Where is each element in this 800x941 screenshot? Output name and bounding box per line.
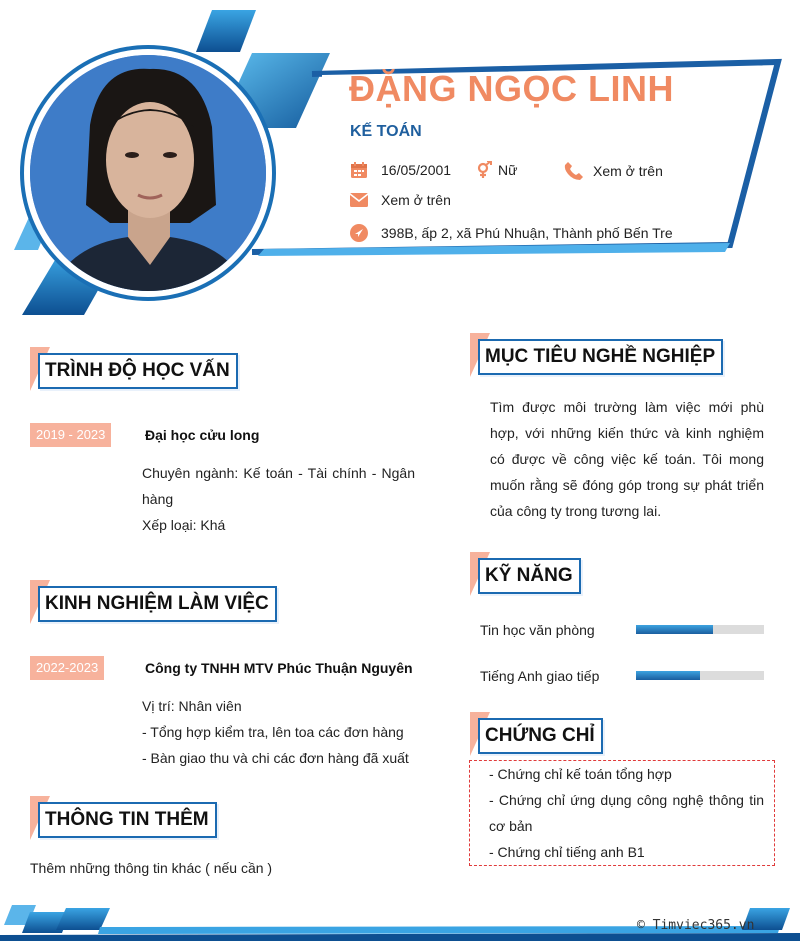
- skill-bar-fill: [636, 625, 713, 634]
- section-title: TRÌNH ĐỘ HỌC VẤN: [38, 353, 238, 389]
- candidate-position: KẾ TOÁN: [350, 123, 422, 140]
- mail-icon: [350, 191, 368, 209]
- skill-bar: [636, 671, 764, 680]
- birthday-row: [350, 161, 451, 179]
- gender-value: Nữ: [498, 162, 518, 178]
- objective-text: Tìm được môi trường làm việc mới phù hợp, với những kiến thức và kinh nghiệm có được về công việc kế toán. Tôi mong muốn rằng sẽ đóng góp trong sự phát triển của công ty trong tương lai.: [490, 399, 764, 519]
- phone-value: Xem ở trên: [593, 163, 663, 179]
- experience-role: Vị trí: Nhân viên: [142, 698, 242, 714]
- education-period: 2019 - 2023: [30, 423, 111, 447]
- section-skills-heading: [470, 552, 590, 598]
- portrait-image: [30, 55, 266, 291]
- experience-task: - Bàn giao thu và chi các đơn hàng đã xuất: [142, 750, 409, 766]
- section-extra-heading: [30, 796, 230, 842]
- address-value: 398B, ấp 2, xã Phú Nhuận, Thành phố Bến Tre: [381, 225, 673, 241]
- gender-row: [476, 161, 517, 179]
- phone-icon: [564, 161, 584, 181]
- education-grade: Xếp loại: Khá: [142, 517, 226, 533]
- calendar-icon: [350, 161, 368, 179]
- section-title: CHỨNG CHỈ: [478, 718, 603, 754]
- section-education-heading: [30, 347, 270, 393]
- skill-bar-fill: [636, 671, 700, 680]
- education-school: Đại học cửu long: [145, 427, 260, 443]
- experience-company: Công ty TNHH MTV Phúc Thuận Nguyên: [145, 660, 413, 676]
- extra-text: Thêm những thông tin khác ( nếu cần ): [30, 860, 273, 876]
- section-objective-heading: [470, 333, 730, 379]
- experience-task: - Tổng hợp kiểm tra, lên toa các đơn hàng: [142, 724, 404, 740]
- education-major: Chuyên ngành: Kế toán - Tài chính - Ngân hàng: [142, 465, 415, 507]
- address-row: [350, 224, 673, 242]
- birthday-value: 16/05/2001: [381, 162, 452, 178]
- avatar: [30, 55, 266, 291]
- avatar-frame: [20, 45, 276, 301]
- email-row: [350, 191, 451, 209]
- section-title: KỸ NĂNG: [478, 558, 581, 594]
- section-certificates-heading: [470, 712, 610, 758]
- location-icon: [350, 224, 368, 242]
- gender-icon: [476, 161, 494, 179]
- section-title: MỤC TIÊU NGHỀ NGHIỆP: [478, 339, 723, 375]
- certificate-item: - Chứng chỉ tiếng anh B1: [489, 844, 645, 860]
- footer-watermark: © Timviec365.vn: [637, 918, 755, 933]
- email-value: Xem ở trên: [381, 192, 451, 208]
- section-title: KINH NGHIỆM LÀM VIỆC: [38, 586, 277, 622]
- candidate-name: ĐẶNG NGỌC LINH: [349, 68, 674, 109]
- phone-row: [564, 161, 663, 181]
- section-experience-heading: [30, 580, 290, 626]
- experience-period: 2022-2023: [30, 656, 104, 680]
- skill-label: Tiếng Anh giao tiếp: [480, 668, 600, 684]
- skill-label: Tin học văn phòng: [480, 622, 595, 638]
- section-title: THÔNG TIN THÊM: [38, 802, 217, 838]
- skill-bar: [636, 625, 764, 634]
- certificate-item: - Chứng chỉ kế toán tổng hợp: [489, 766, 672, 782]
- certificate-item: - Chứng chỉ ứng dụng công nghệ thông tin cơ bản: [489, 792, 764, 834]
